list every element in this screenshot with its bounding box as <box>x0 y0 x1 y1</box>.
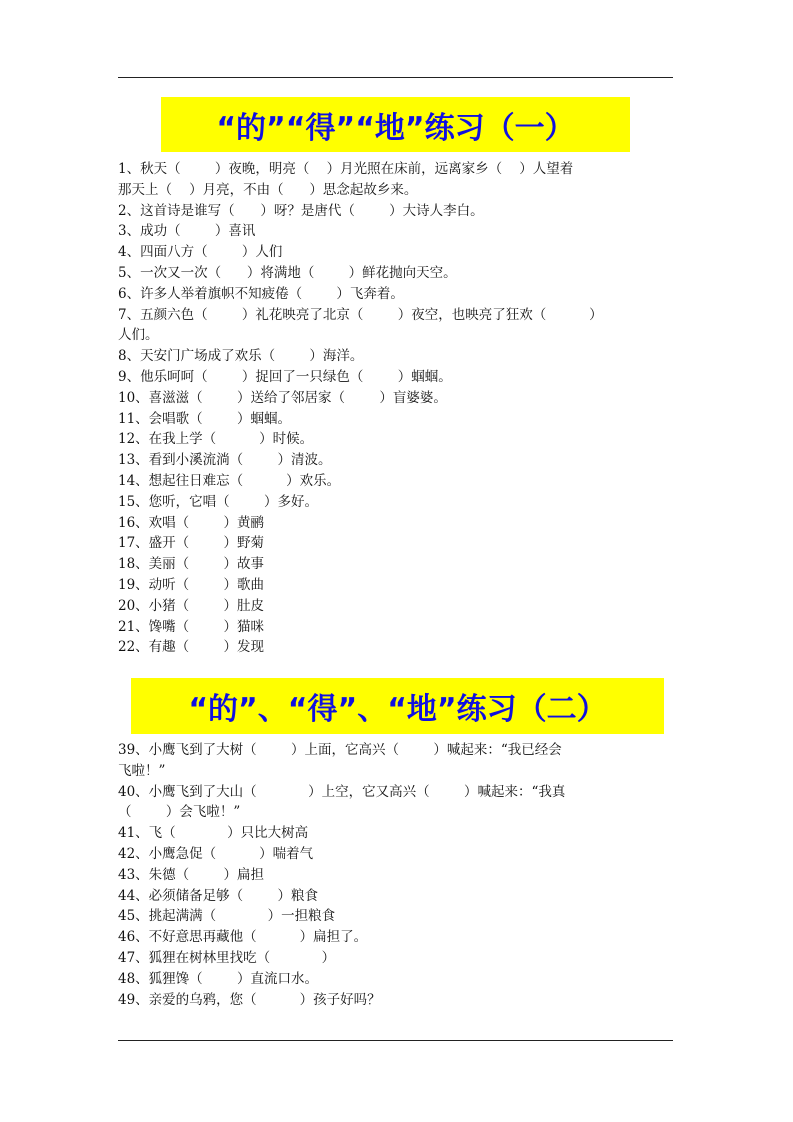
exercise-item: 42、小鹰急促（ ）喘着气 <box>118 845 314 862</box>
exercise-item: 10、喜滋滋（ ）送给了邻居家（ ）盲婆婆。 <box>118 389 447 406</box>
exercise-item: 39、小鹰飞到了大树（ ）上面，它高兴（ ）喊起来：“我已经会 飞啦！” <box>118 742 562 779</box>
exercise-item: 40、小鹰飞到了大山（ ）上空，它又高兴（ ）喊起来：“我真 （ ）会飞啦！” <box>118 783 566 821</box>
exercise-item: 11、会唱歌（ ）蝈蝈。 <box>118 410 292 427</box>
exercise-item: 2、这首诗是谁写（ ）呀？是唐代（ ）大诗人李白。 <box>118 202 484 219</box>
exercise-item: 5、一次又一次（ ）将满地（ ）鲜花抛向天空。 <box>118 264 457 281</box>
exercise-item: 9、他乐呵呵（ ）捉回了一只绿色（ ）蝈蝈。 <box>118 368 452 385</box>
footer-rule <box>118 1040 673 1041</box>
exercise-item: 45、挑起满满（ ）一担粮食 <box>118 908 336 925</box>
exercise-item: 49、亲爱的乌鸦，您（ ）孩子好吗？ <box>118 991 381 1008</box>
exercise-item: 19、动听（ ）歌曲 <box>118 576 265 593</box>
exercise-item: 44、必须储备足够（ ）粮食 <box>118 887 319 904</box>
exercise-item: 47、狐狸在树林里找吃（ ） <box>118 949 336 966</box>
exercise-item: 41、飞（ ）只比大树高 <box>118 825 309 842</box>
exercise-item: 13、看到小溪流淌（ ）清波。 <box>118 452 332 469</box>
exercise-item: 16、欢唱（ ）黄鹂 <box>118 514 265 531</box>
exercise-item: 46、不好意思再藏他（ ）扁担了。 <box>118 929 368 946</box>
exercise-item: 22、有趣（ ）发现 <box>118 639 265 656</box>
section1-title: “的”“得”“地”练习（一） <box>161 97 630 152</box>
exercise-item: 21、馋嘴（ ）猫咪 <box>118 618 265 635</box>
exercise-item: 48、狐狸馋（ ）直流口水。 <box>118 970 319 987</box>
exercise-item: 4、四面八方（ ）人们 <box>118 244 283 261</box>
exercise-item: 6、许多人举着旗帜不知疲倦（ ）飞奔着。 <box>118 285 404 302</box>
section2-title: “的”、“得”、“地”练习（二） <box>131 678 664 734</box>
exercise-item: 15、您听，它唱（ ）多好。 <box>118 493 319 510</box>
section1-exercise-list <box>118 159 678 658</box>
exercise-item: 7、五颜六色（ ）礼花映亮了北京（ ）夜空，也映亮了狂欢（ ） 人们。 <box>118 306 603 344</box>
exercise-item: 20、小猪（ ）肚皮 <box>118 597 265 614</box>
exercise-item: 3、成功（ ）喜讯 <box>118 223 256 240</box>
exercise-item: 43、朱德（ ）扁担 <box>118 866 265 883</box>
exercise-item: 18、美丽（ ）故事 <box>118 556 265 573</box>
exercise-item: 12、在我上学（ ）时候。 <box>118 431 314 448</box>
exercise-item: 17、盛开（ ）野菊 <box>118 535 265 552</box>
header-rule <box>118 77 673 78</box>
exercise-item: 14、想起往日难忘（ ）欢乐。 <box>118 472 341 489</box>
exercise-item: 1、秋天（ ）夜晚，明亮（ ）月光照在床前，远离家乡（ ）人望着 那天上（ ）月亮，不由（ ）思念起故乡来。 <box>118 161 574 198</box>
exercise-item: 8、天安门广场成了欢乐（ ）海洋。 <box>118 348 364 365</box>
section2-exercise-list <box>118 740 678 1010</box>
